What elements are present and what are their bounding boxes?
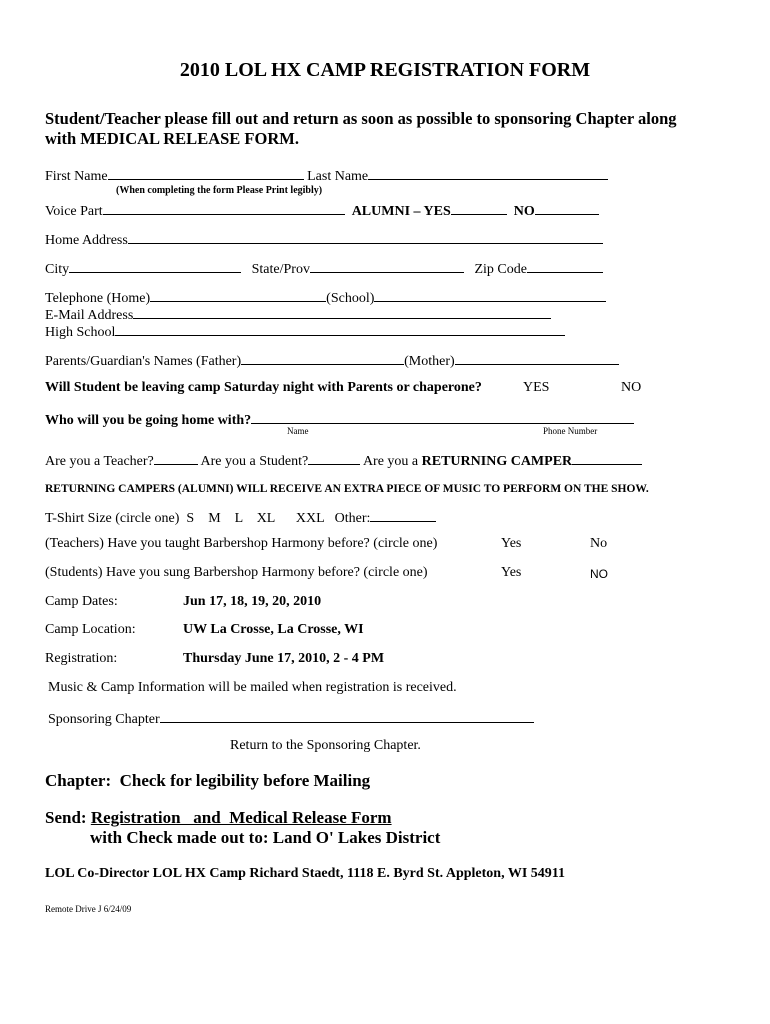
codirector-address: LOL Co-Director LOL HX Camp Richard Staedt, 1118 E. Byrd St. Appleton, WI 54911 (45, 866, 566, 881)
email-label: E-Mail Address (45, 308, 134, 323)
print-note: (When completing the form Please Print legibly) (116, 185, 323, 196)
student-label: Are you a Student? (200, 454, 309, 469)
city-field[interactable] (69, 259, 241, 273)
telephone-home-field[interactable] (150, 288, 326, 302)
registration-label: Registration: (45, 651, 118, 666)
size-m[interactable]: M (208, 511, 221, 526)
parents-row (45, 351, 619, 370)
send-registration: Registration and Medical Release Form (90, 808, 392, 827)
tshirt-row (45, 508, 436, 527)
teacher-field[interactable] (154, 451, 198, 465)
size-xxl[interactable]: XXL (295, 511, 325, 526)
size-l[interactable]: L (234, 511, 243, 526)
size-s[interactable]: S (186, 511, 195, 526)
last-name-field[interactable] (368, 166, 608, 180)
zip-field[interactable] (527, 259, 603, 273)
telephone-school-label: (School) (326, 291, 375, 306)
telephone-school-field[interactable] (374, 288, 606, 302)
sponsoring-chapter-row (48, 709, 534, 728)
mail-note: Music & Camp Information will be mailed when registration is received. (48, 680, 457, 695)
leaving-yes[interactable]: YES (523, 380, 550, 395)
name-caption: Name (287, 426, 309, 436)
teachers-harmony-no[interactable]: No (590, 536, 608, 551)
intro-line-1: Student/Teacher please fill out and return as soon as possible to sponsoring Chapter along (45, 109, 677, 128)
role-row (45, 451, 642, 470)
name-row (45, 166, 608, 185)
home-address-label: Home Address (45, 233, 128, 248)
zip-label: Zip Code (474, 262, 527, 277)
first-name-label: First Name (45, 169, 108, 184)
father-label: Parents/Guardian's Names (Father) (45, 354, 242, 369)
going-home-field[interactable] (251, 410, 634, 424)
voice-part-field[interactable] (103, 201, 345, 215)
size-xl[interactable]: XL (256, 511, 275, 526)
students-harmony-question: (Students) Have you sung Barbershop Harmony before? (circle one) (45, 565, 428, 580)
city-label: City (45, 262, 70, 277)
footer-note: Remote Drive J 6/24/09 (45, 904, 132, 914)
tshirt-label: T-Shirt Size (circle one) (45, 511, 180, 526)
high-school-field[interactable] (115, 322, 565, 336)
phone-caption: Phone Number (543, 426, 598, 436)
returning-prefix: Are you a (362, 454, 422, 469)
chapter-check: Chapter: Check for legibility before Mailing (45, 771, 371, 790)
size-other-label: Other: (334, 511, 371, 526)
voice-row (45, 201, 599, 220)
students-harmony-yes[interactable]: Yes (501, 565, 522, 580)
returning-label: RETURNING CAMPER (421, 454, 573, 469)
teachers-harmony-yes[interactable]: Yes (501, 536, 522, 551)
telephone-home-label: Telephone (Home) (45, 291, 151, 306)
mother-field[interactable] (455, 351, 619, 365)
teachers-harmony-question: (Teachers) Have you taught Barbershop Harmony before? (circle one) (45, 536, 438, 551)
mother-label: (Mother) (404, 354, 455, 369)
intro-line-2: with MEDICAL RELEASE FORM. (45, 129, 299, 148)
form-title: 2010 LOL HX CAMP REGISTRATION FORM (179, 59, 591, 81)
first-name-field[interactable] (108, 166, 304, 180)
alumni-no-field[interactable] (535, 201, 599, 215)
alumni-label: ALUMNI – YES (351, 204, 451, 219)
email-field[interactable] (133, 305, 551, 319)
state-label: State/Prov (251, 262, 310, 277)
going-home-question: Who will you be going home with? (45, 413, 252, 428)
high-school-label: High School (45, 325, 116, 340)
voice-part-label: Voice Part (45, 204, 103, 219)
home-address-row (45, 230, 603, 249)
camp-location-value: UW La Crosse, La Crosse, WI (183, 622, 364, 637)
high-school-row (45, 322, 565, 341)
leaving-question: Will Student be leaving camp Saturday night with Parents or chaperone? (45, 380, 482, 395)
size-other-field[interactable] (370, 508, 436, 522)
registration-value: Thursday June 17, 2010, 2 - 4 PM (183, 651, 385, 666)
returning-note: RETURNING CAMPERS (ALUMNI) WILL RECEIVE AN EXTRA PIECE OF MUSIC TO PERFORM ON THE SHOW. (45, 483, 649, 495)
student-field[interactable] (308, 451, 360, 465)
alumni-no-label: NO (513, 204, 535, 219)
city-row (45, 259, 603, 278)
home-address-field[interactable] (128, 230, 603, 244)
camp-dates-value: Jun 17, 18, 19, 20, 2010 (183, 594, 322, 609)
alumni-yes-field[interactable] (451, 201, 507, 215)
leaving-no[interactable]: NO (621, 380, 642, 395)
students-harmony-no[interactable]: NO (590, 567, 608, 581)
send-label: Send: (45, 808, 91, 827)
state-field[interactable] (310, 259, 464, 273)
sponsoring-chapter-label: Sponsoring Chapter (48, 712, 160, 727)
teacher-label: Are you a Teacher? (45, 454, 154, 469)
send-row (45, 808, 392, 828)
father-field[interactable] (241, 351, 404, 365)
camp-location-label: Camp Location: (45, 622, 136, 637)
returning-field[interactable] (572, 451, 642, 465)
sponsoring-chapter-field[interactable] (160, 709, 534, 723)
camp-dates-label: Camp Dates: (45, 594, 118, 609)
last-name-label: Last Name (307, 169, 369, 184)
send-check: with Check made out to: Land O' Lakes District (90, 828, 441, 847)
return-note: Return to the Sponsoring Chapter. (230, 738, 421, 753)
